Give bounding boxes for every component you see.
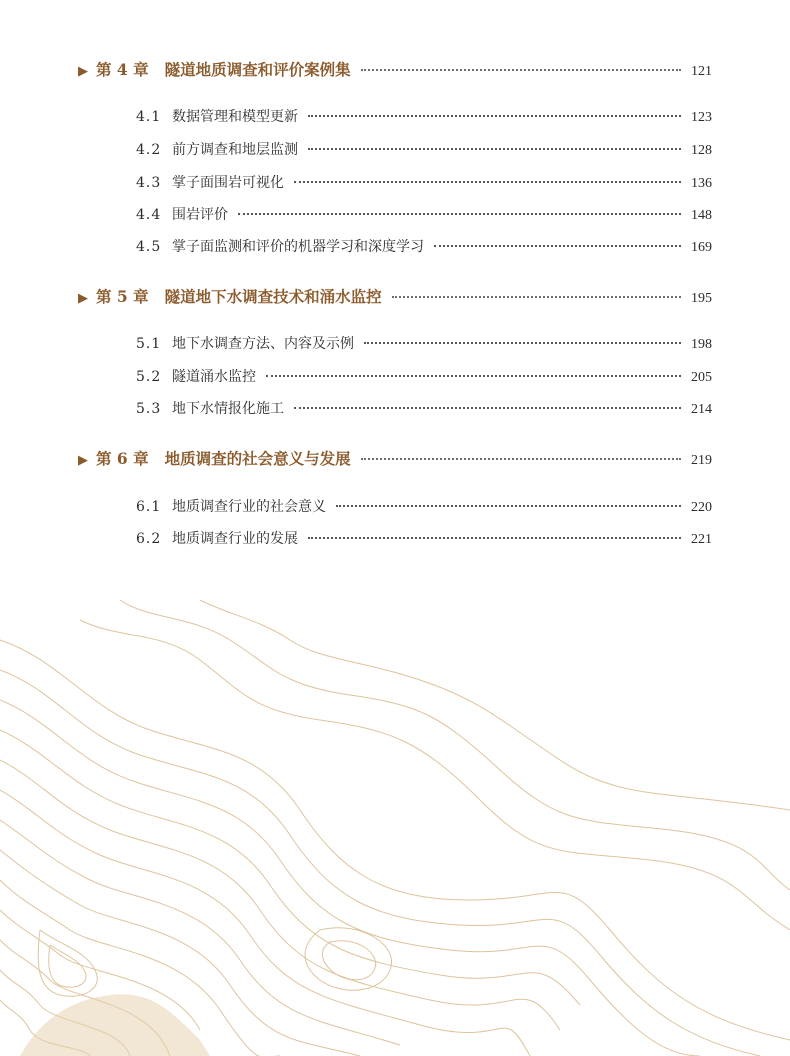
triangle-right-icon: ▶ (78, 64, 88, 79)
page-number: 220 (691, 500, 712, 515)
page-number: 195 (691, 291, 712, 306)
section-number: 6.2 (136, 531, 162, 547)
section-number: 5.1 (136, 336, 162, 352)
dot-leader (238, 213, 681, 215)
toc-section-5-3[interactable] (136, 398, 712, 418)
toc-section-6-1[interactable] (136, 496, 712, 516)
chapter-number: 第 6 章 (96, 449, 149, 468)
dot-leader (361, 458, 681, 460)
chapter-title: 隧道地下水调查技术和涌水监控 (164, 287, 382, 306)
page-number: 148 (691, 208, 712, 223)
section-title: 地质调查行业的发展 (172, 531, 298, 547)
topographic-contour-decoration (0, 600, 790, 1056)
page-number: 219 (691, 453, 712, 468)
section-title: 围岩评价 (172, 207, 228, 223)
dot-leader (364, 342, 681, 344)
dot-leader (308, 115, 681, 117)
triangle-right-icon: ▶ (78, 291, 88, 306)
page-number: 121 (691, 64, 712, 79)
toc-section-4-5[interactable] (136, 236, 712, 256)
dot-leader (361, 69, 681, 71)
section-number: 4.1 (136, 109, 162, 125)
page-number: 169 (691, 240, 712, 255)
toc-section-4-2[interactable] (136, 139, 712, 159)
section-title: 数据管理和模型更新 (172, 109, 298, 125)
page-number: 221 (691, 532, 712, 547)
section-title: 地下水调查方法、内容及示例 (172, 336, 354, 352)
section-number: 4.4 (136, 207, 162, 223)
page-number: 214 (691, 402, 712, 417)
toc-chapter-4[interactable] (78, 58, 712, 80)
section-title: 掌子面监测和评价的机器学习和深度学习 (172, 239, 424, 255)
section-title: 隧道涌水监控 (172, 369, 256, 385)
toc-section-4-3[interactable] (136, 172, 712, 192)
section-number: 5.3 (136, 401, 162, 417)
section-number: 4.5 (136, 239, 162, 255)
toc-section-4-4[interactable] (136, 204, 712, 224)
page-number: 198 (691, 337, 712, 352)
dot-leader (308, 537, 681, 539)
section-title: 地下水情报化施工 (172, 401, 284, 417)
section-number: 6.1 (136, 499, 162, 515)
section-number: 5.2 (136, 369, 162, 385)
dot-leader (434, 245, 681, 247)
toc-section-6-2[interactable] (136, 528, 712, 548)
dot-leader (294, 407, 681, 409)
section-title: 掌子面围岩可视化 (172, 175, 284, 191)
page-number: 205 (691, 370, 712, 385)
page-number: 123 (691, 110, 712, 125)
dot-leader (336, 505, 681, 507)
chapter-number: 第 5 章 (96, 287, 149, 306)
chapter-title: 地质调查的社会意义与发展 (164, 449, 351, 468)
toc-section-4-1[interactable] (136, 106, 712, 126)
toc-section-5-1[interactable] (136, 333, 712, 353)
dot-leader (392, 296, 681, 298)
chapter-title: 隧道地质调查和评价案例集 (164, 60, 351, 79)
toc-section-5-2[interactable] (136, 366, 712, 386)
dot-leader (266, 375, 681, 377)
toc-chapter-6[interactable] (78, 447, 712, 469)
dot-leader (308, 148, 681, 150)
section-number: 4.2 (136, 142, 162, 158)
toc-chapter-5[interactable] (78, 285, 712, 307)
section-number: 4.3 (136, 175, 162, 191)
section-title: 地质调查行业的社会意义 (172, 499, 326, 515)
chapter-number: 第 4 章 (96, 60, 149, 79)
triangle-right-icon: ▶ (78, 453, 88, 468)
page-number: 128 (691, 143, 712, 158)
dot-leader (294, 181, 681, 183)
section-title: 前方调查和地层监测 (172, 142, 298, 158)
page-number: 136 (691, 176, 712, 191)
